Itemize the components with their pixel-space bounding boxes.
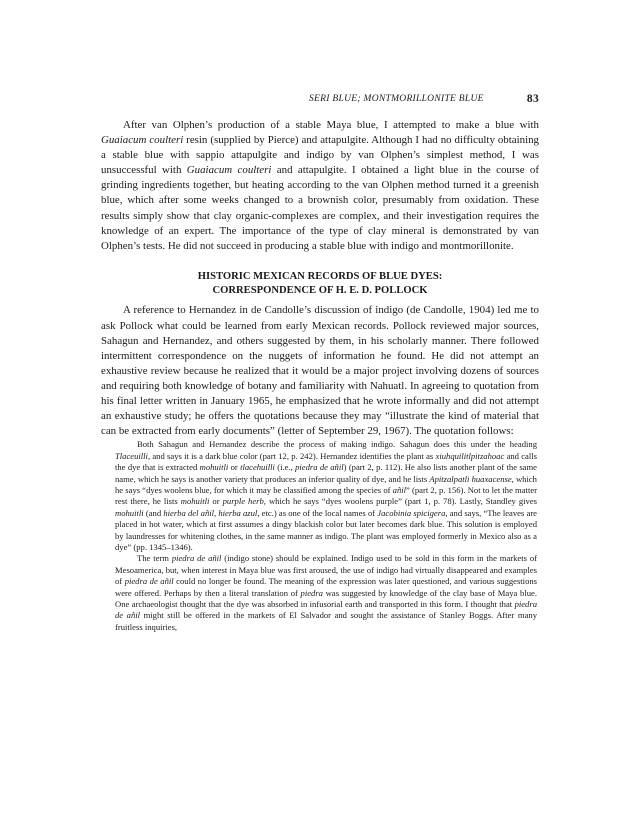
quotation-paragraph-2 (115, 553, 537, 633)
text-run: could no longer be found. The meaning of the expression was later questioned, and various suggestions were offered. Perhaps by then a literal translation of (115, 576, 538, 598)
paragraph-pollock: A reference to Hernandez in de Candolle’s discussion of indigo (de Candolle, 1904) led me to ask Pollock what could be learned from early Mexican records. Pollock reviewed major sources, Sahagun and Hernandez, and others suggested by them, in his scholarly manner. There followed intermittent correspondence on the nuggets of information he found. He did not attempt an exhaustive review because he realized that it would be a major project involving dozens of sources and requiring both knowledge of botany and familiarity with Nahuatl. In agreeing to quotation from his final letter written in January 1965, he emphasized that he wrote informally and did not attempt an exhaustive study; he offers the quotations because they may “illustrate the kind of material that can be extracted from early documents” (letter of September 29, 1967). The quotation follows: (101, 304, 539, 438)
term: Tlaceuilli (115, 450, 148, 461)
text-run: Both Sahagun and Hernandez describe the process of making indigo. Sahagun does this under the heading (137, 439, 537, 450)
text-run: and attapulgite. I obtained a light blue in the course of grinding ingredients together, but heating according to the van Olphen method turned it a greenish blue, which after some weeks changed to a brownish color, presumably from oxidation. These results simply show that clay organic-complexes are complex, and their investigation requires the knowledge of an expert. The importance of the type of clay mineral is demonstrated by van Olphen’s tests. He did not succeed in producing a stable blue with indigo and montmorillonite. (101, 164, 540, 252)
species-name: Guaiacum coulteri (186, 164, 272, 177)
term: xiuhquilitlpitzahoac (435, 450, 505, 461)
term: hierba del añil, hierba azul (163, 507, 258, 518)
text-run: ” (part 2, p. 156). Not to let the matter rest there, he lists (115, 484, 538, 507)
term: purple herb (222, 496, 264, 507)
paragraph-van-olphen (101, 118, 539, 254)
term: piedra de añil (115, 598, 537, 621)
running-title: SERI BLUE; MONTMORILLONITE BLUE (309, 94, 484, 104)
section-heading-line-2: CORRESPONDENCE OF H. E. D. POLLOCK (212, 284, 428, 296)
term: Apitzalpatli huaxacense (429, 473, 512, 484)
section-heading-line-1: HISTORIC MEXICAN RECORDS OF BLUE DYES: (197, 270, 443, 282)
term: piedra de añil (295, 462, 344, 473)
text-run: , and says it is a dark blue color (part 12, p. 242). Hernandez identifies the plant as (147, 450, 436, 461)
term: añil (392, 484, 407, 495)
text-run: or (209, 496, 223, 507)
text-run: (and (143, 507, 164, 518)
term: mohuitli (180, 496, 210, 507)
body-text (101, 118, 539, 633)
term: piedra (300, 587, 323, 598)
text-run: (i.e., (274, 462, 296, 473)
text-run: , etc.) as one of the local names of (257, 507, 378, 518)
text-run: might still be offered in the markets of El Salvador and sought the assistance of Stanley Boggs. After many fruitless inquiries, (115, 610, 537, 632)
species-name: Guaiacum coulteri (101, 134, 184, 147)
text-run: resin (supplied by Pierce) and attapulgite. Although I had no difficulty obtaining a stable blue with sappio attapulgite and indigo by van Olphen’s simplest method, I was unsuccessful with (101, 134, 539, 177)
term: mohuitli (199, 462, 229, 473)
text-run: was suggested by knowledge of the clay base of Maya blue. One archaeologist thought that the dye was absorbed in infusorial earth and transported in this form. I thought that (115, 587, 537, 609)
quotation-paragraph-1 (115, 439, 537, 553)
text-run: The term (137, 553, 172, 564)
text-run: ) (part 2, p. 112). He also lists another plant of the same name, which he says is another variety that produces an inferior quality of dye, and he lists (115, 462, 537, 484)
term: piedra de añil (124, 576, 174, 587)
term: tlacehuilli (240, 462, 275, 473)
text-run: After van Olphen’s production of a stable Maya blue, I attempted to make a blue with (123, 119, 539, 131)
text-run: , and says, “The leaves are placed in hot water, which at first assumes a dingy blackish color but later becomes dark blue. This solution is employed by laundresses for whitening clothes, in the same manner as indigo. The plant was employed formerly in Mexico also as a dye” (pp. 1345–1346). (115, 507, 537, 552)
block-quotation (115, 439, 537, 633)
text-run: , which he says “dyes woolens blue, for which it may be classified among the species of (115, 473, 537, 495)
text-run: (indigo stone) should be explained. Indigo used to be sold in this form in the markets of Mesoamerica, but, when interest in Maya blue was first aroused, the use of indigo had virtually disappeared and examples of (115, 553, 537, 587)
running-header (309, 94, 539, 104)
text-run: or (228, 462, 241, 473)
term: piedra de añil (171, 553, 222, 564)
page-number: 83 (526, 93, 539, 105)
text-run: and calls the dye that is extracted (115, 450, 537, 473)
term: Jacobinia spicigera (377, 507, 446, 518)
section-heading (101, 270, 539, 298)
term: mohuitli (115, 507, 144, 518)
text-run: , which he says “dyes woolens purple” (part 1, p. 78). Lastly, Standley gives (263, 496, 537, 507)
